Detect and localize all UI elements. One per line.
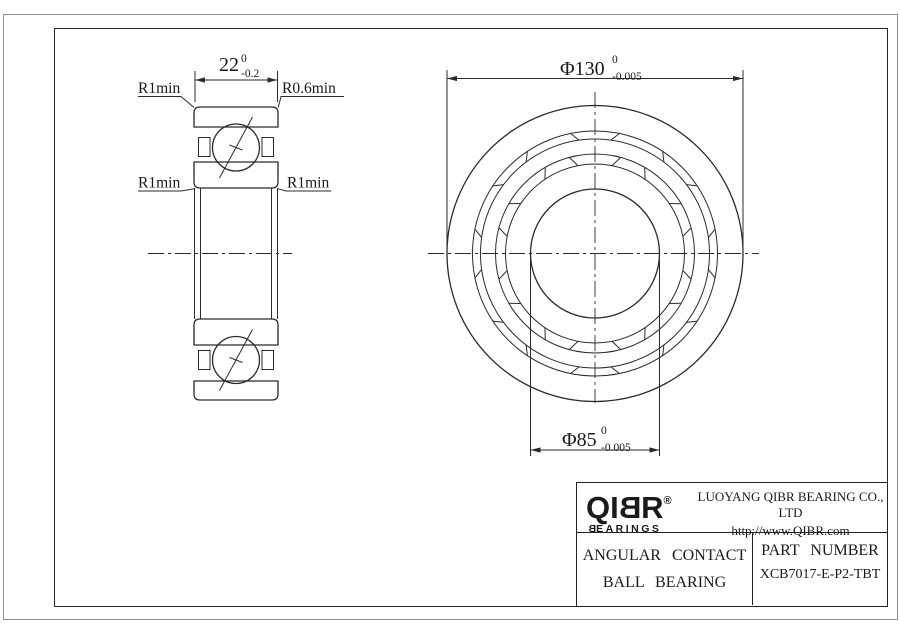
product-type-line2: BALL BEARING [602,574,727,591]
product-type-line1: ANGULAR CONTACT [582,547,747,564]
company-logo [577,483,694,535]
logo-text: QIBR® [586,490,672,525]
cage-section-top-left [199,138,211,157]
cage-section-bottom-right [262,351,274,370]
width-dimension [195,53,278,102]
section-view [138,53,344,400]
od-dim-tol-upper: 0 [612,54,618,66]
width-dim-value: 22 [219,54,239,76]
company-info [694,483,887,538]
width-dim-tol-upper: 0 [241,53,247,65]
label-r06min-top-right: R0.6min [282,80,336,97]
front-view [428,54,759,456]
product-type-cell [577,533,753,605]
bore-dim-tol-lower: -0.005 [601,442,631,454]
bore-dim-tol-upper: 0 [601,425,607,437]
od-dim-value: Φ130 [560,58,605,80]
width-dim-tol-lower: -0.2 [241,68,260,80]
od-dim-tol-lower: -0.005 [612,71,642,83]
part-number-cell [753,533,887,605]
logo-subtext: BEARINGS [586,523,662,535]
bore-dim-value: Φ85 [562,429,597,451]
inner-ring-section-top [194,162,278,188]
company-website[interactable]: http://www.QIBR.com [731,523,850,538]
inner-ring-section-bottom [194,319,278,345]
title-block [576,482,888,607]
cage-section-bottom-left [199,351,211,370]
title-block-bottom-row [577,533,887,605]
label-r1min-mid-right: R1min [287,174,330,192]
label-r1min-top-left: R1min [138,80,181,97]
radius-labels [138,80,344,192]
title-block-header-row [577,483,887,538]
registered-trademark-symbol: ® [663,495,672,507]
company-name: LUOYANG QIBR BEARING CO., LTD [697,489,884,520]
cage-section-top-right [262,138,274,157]
label-r1min-mid-left: R1min [138,174,181,192]
part-number-label: PART NUMBER [761,542,879,559]
part-number-value: XCB7017-E-P2-TBT [759,567,881,582]
